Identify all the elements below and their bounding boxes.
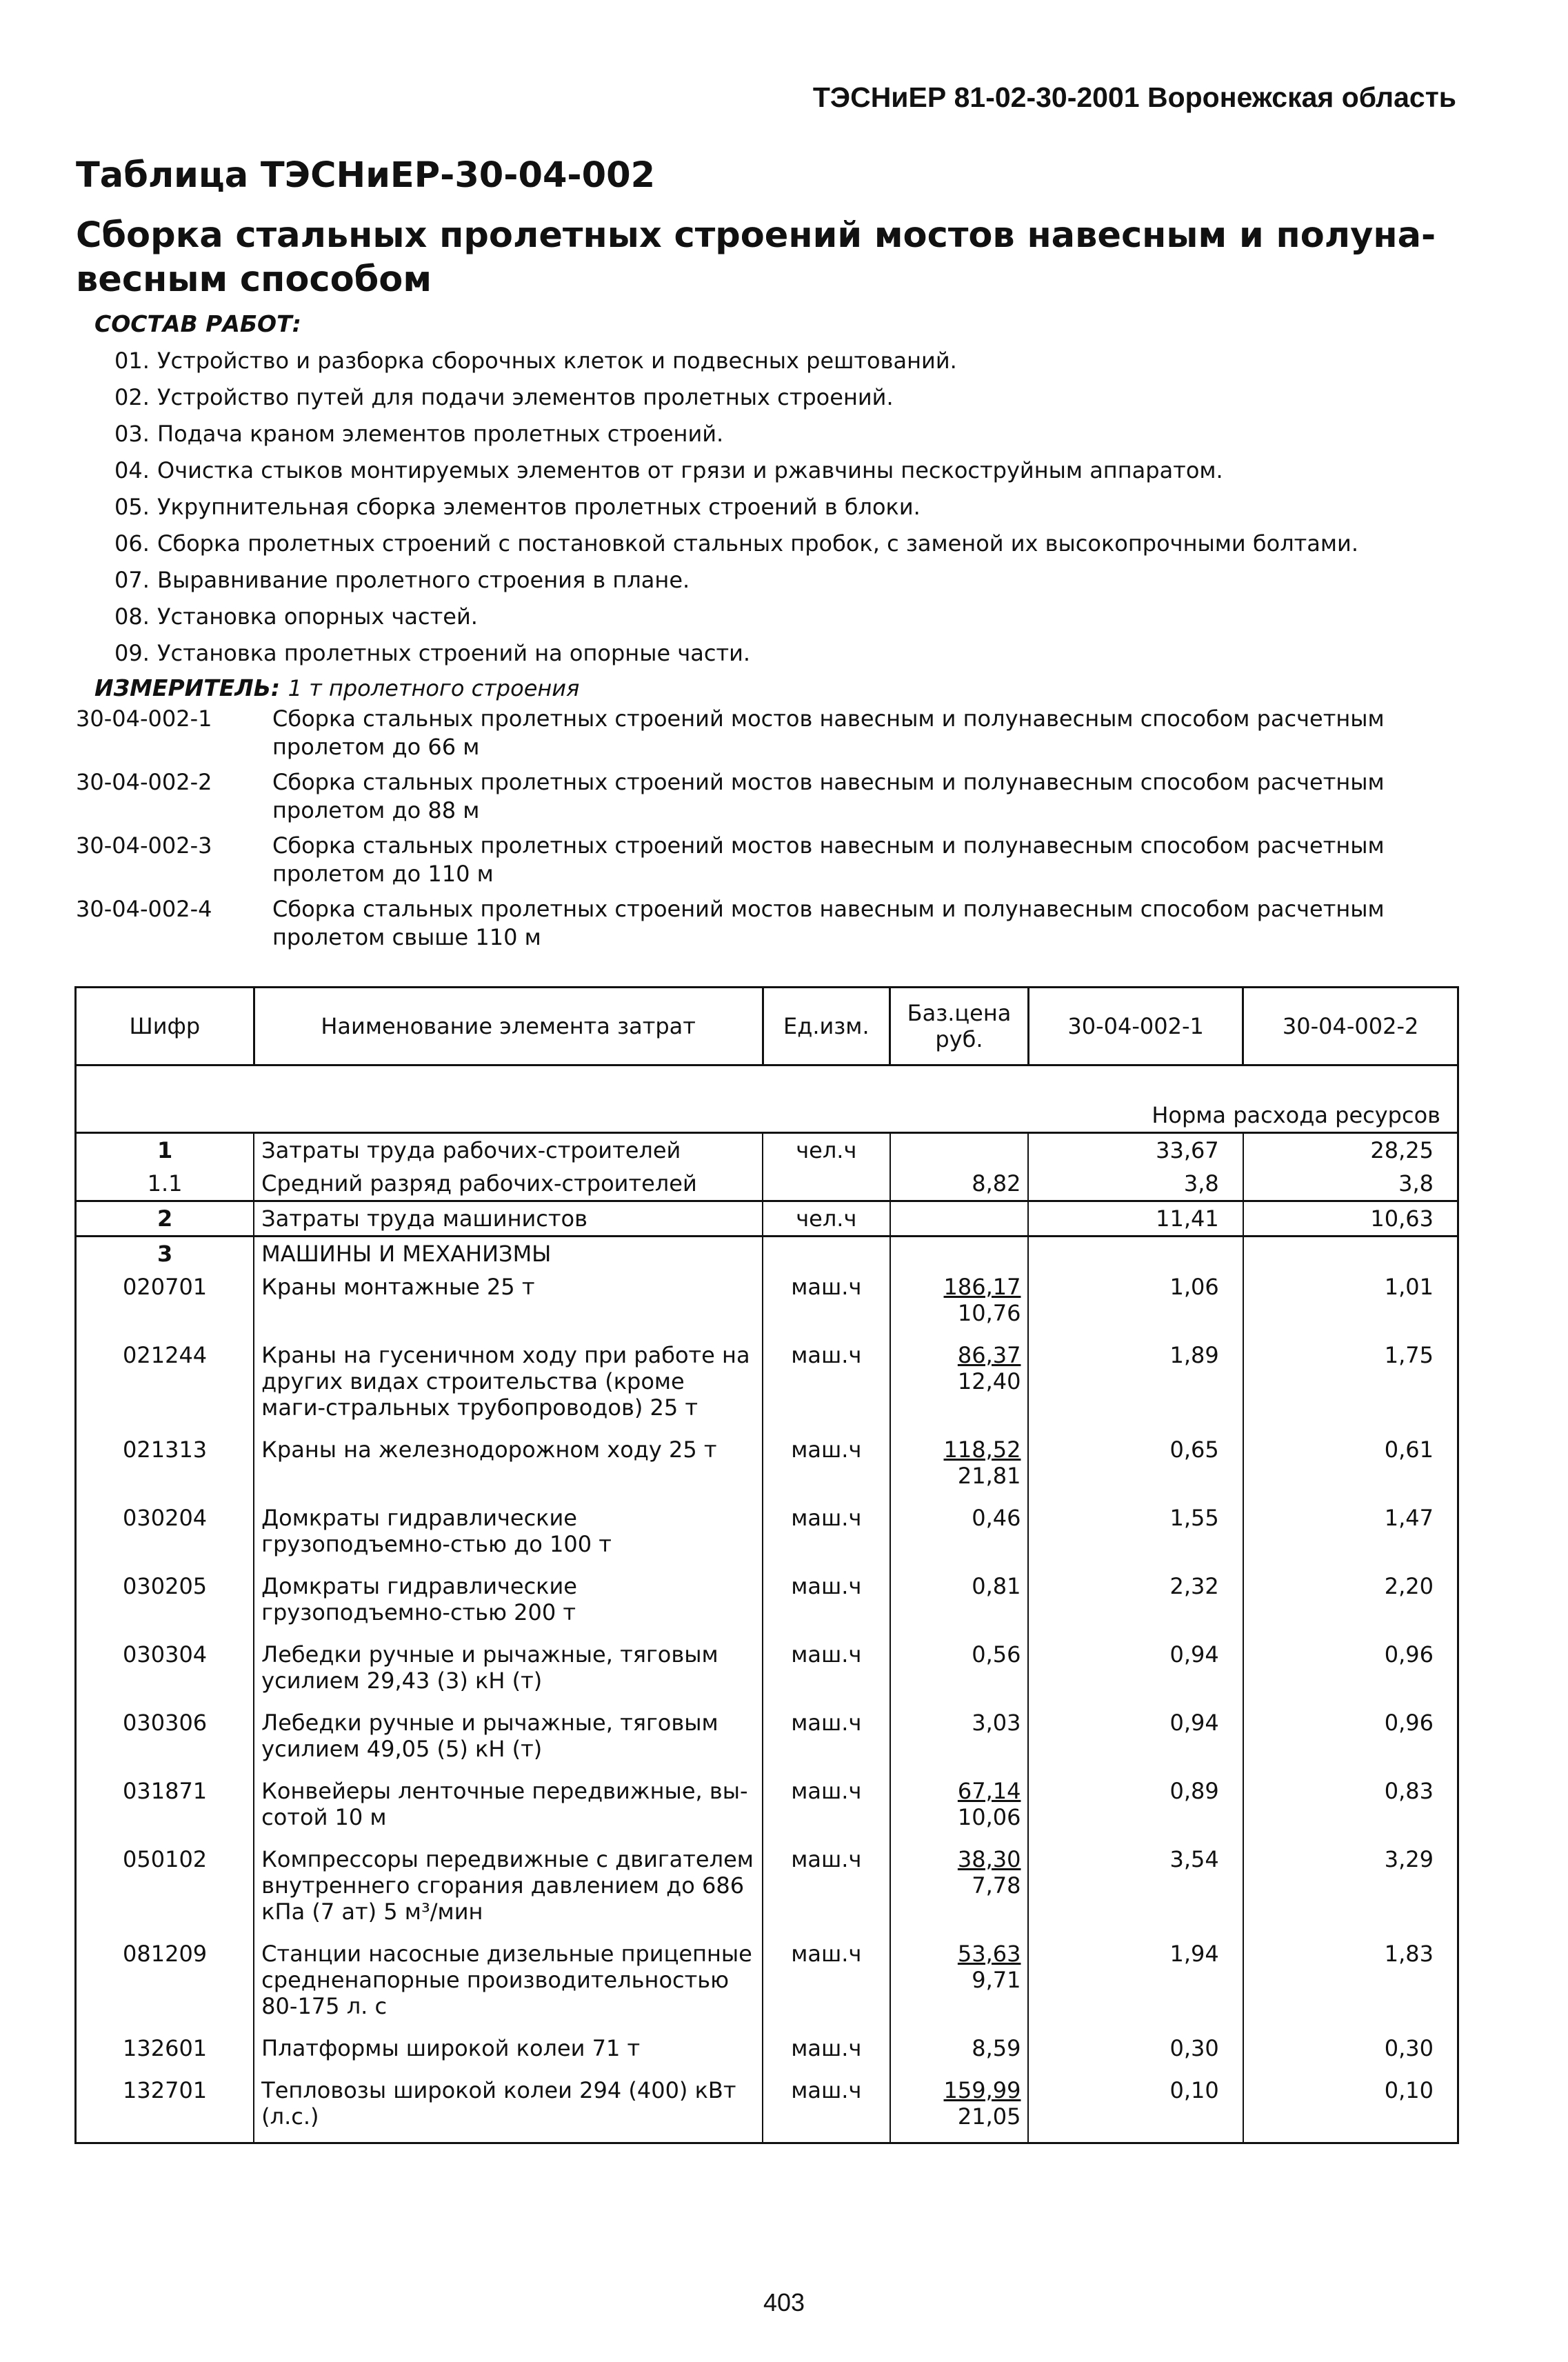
code-row: 30-04-002-1 Сборка стальных пролетных строений мостов навесным и полунавесным способом расчетным пролетом до 66 м <box>76 705 1385 760</box>
meter-label: ИЗМЕРИТЕЛЬ: <box>94 674 281 701</box>
code-row: 30-04-002-4 Сборка стальных пролетных строений мостов навесным и полунавесным способом расчетным пролетом свыше 110 м <box>76 896 1385 950</box>
table-row: 132601 Платформы широкой колеи 71 т маш.ч 8,59 0,30 0,30 <box>76 2032 1458 2074</box>
table-row: 021313 Краны на железнодорожном ходу 25 т маш.ч 118,52 21,81 0,65 0,61 <box>76 1433 1458 1501</box>
works-item: 01. Устройство и разборка сборочных клеток и подвесных рештований. <box>114 348 957 374</box>
table-row: 020701 Краны монтажные 25 т маш.ч 186,17 10,76 1,06 1,01 <box>76 1270 1458 1339</box>
works-item: 05. Укрупнительная сборка элементов пролетных строений в блоки. <box>114 494 921 520</box>
header-price: Баз.цена руб. <box>890 988 1029 1065</box>
table-row: 1.1 Средний разряд рабочих-строителей 8,82 3,8 3,8 <box>76 1167 1458 1201</box>
table-subtitle: Сборка стальных пролетных строений мостов навесным и полуна-весным способом <box>76 215 1436 300</box>
table-row: 1 Затраты труда рабочих-строителей чел.ч 33,67 28,25 <box>76 1133 1458 1168</box>
table-row: 050102 Компрессоры передвижные с двигателем внутреннего сгорания давлением до 686 кПа (7 ат) 5 м³/мин маш.ч 38,30 7,78 3,54 3,29 <box>76 1843 1458 1937</box>
works-item: 08. Установка опорных частей. <box>114 603 478 630</box>
works-item: 06. Сборка пролетных строений с постановкой стальных пробок, с заменой их высокопрочными болтами. <box>114 530 1358 557</box>
table-title: Таблица ТЭСНиЕР-30-04-002 <box>76 155 656 196</box>
header-v2: 30-04-002-2 <box>1243 988 1458 1065</box>
codes-list <box>76 705 1476 959</box>
table-row: 021244 Краны на гусеничном ходу при работе на других видах строительства (кроме маги-стральных трубопроводов) 25 т маш.ч 86,37 12,40 1,89 1,75 <box>76 1339 1458 1433</box>
works-item: 04. Очистка стыков монтируемых элементов от грязи и ржавчины пескоструйным аппаратом. <box>114 457 1223 483</box>
table-row: 030306 Лебедки ручные и рычажные, тяговым усилием 49,05 (5) кН (т) маш.ч 3,03 0,94 0,96 <box>76 1706 1458 1774</box>
table-row: 132701 Тепловозы широкой колеи 294 (400) кВт (л.с.) маш.ч 159,99 21,05 0,10 0,10 <box>76 2074 1458 2143</box>
header-name: Наименование элемента затрат <box>254 988 763 1065</box>
table-row: 2 Затраты труда машинистов чел.ч 11,41 10,63 <box>76 1201 1458 1237</box>
header-cipher: Шифр <box>76 988 254 1065</box>
works-list <box>114 343 1358 672</box>
works-label: СОСТАВ РАБОТ: <box>94 310 301 337</box>
resources-table <box>74 986 1459 2144</box>
table-header-row <box>76 988 1458 1065</box>
works-item: 03. Подача краном элементов пролетных строений. <box>114 421 724 447</box>
table-section-row: 3 МАШИНЫ И МЕХАНИЗМЫ <box>76 1237 1458 1271</box>
table-row: 030204 Домкраты гидравлические грузоподъемно-стью до 100 т маш.ч 0,46 1,55 1,47 <box>76 1501 1458 1570</box>
table-row: 030304 Лебедки ручные и рычажные, тяговым усилием 29,43 (3) кН (т) маш.ч 0,56 0,94 0,96 <box>76 1638 1458 1706</box>
header-unit: Ед.изм. <box>763 988 889 1065</box>
code-row: 30-04-002-2 Сборка стальных пролетных строений мостов навесным и полунавесным способом расчетным пролетом до 88 м <box>76 769 1385 823</box>
works-item: 07. Выравнивание пролетного строения в плане. <box>114 567 690 593</box>
table-row: 031871 Конвейеры ленточные передвижные, вы-сотой 10 м маш.ч 67,14 10,06 0,89 0,83 <box>76 1774 1458 1843</box>
meter-line <box>94 674 579 701</box>
page-number: 403 <box>763 2288 805 2316</box>
norm-row <box>76 1065 1458 1133</box>
works-item: 09. Установка пролетных строений на опорные части. <box>114 640 751 666</box>
document-header: ТЭСНиЕР 81-02-30-2001 Воронежская область <box>812 81 1456 113</box>
norm-label: Норма расхода ресурсов <box>76 1065 1458 1133</box>
header-v1: 30-04-002-1 <box>1028 988 1243 1065</box>
meter-unit: 1 т пролетного строения <box>288 675 580 701</box>
table-row: 081209 Станции насосные дизельные прицепные средненапорные производительностью 80-175 л. с маш.ч 53,63 9,71 1,94 1,83 <box>76 1937 1458 2032</box>
code-row: 30-04-002-3 Сборка стальных пролетных строений мостов навесным и полунавесным способом расчетным пролетом до 110 м <box>76 832 1385 887</box>
table-row: 030205 Домкраты гидравлические грузоподъемно-стью 200 т маш.ч 0,81 2,32 2,20 <box>76 1570 1458 1638</box>
works-item: 02. Устройство путей для подачи элементов пролетных строений. <box>114 384 894 410</box>
